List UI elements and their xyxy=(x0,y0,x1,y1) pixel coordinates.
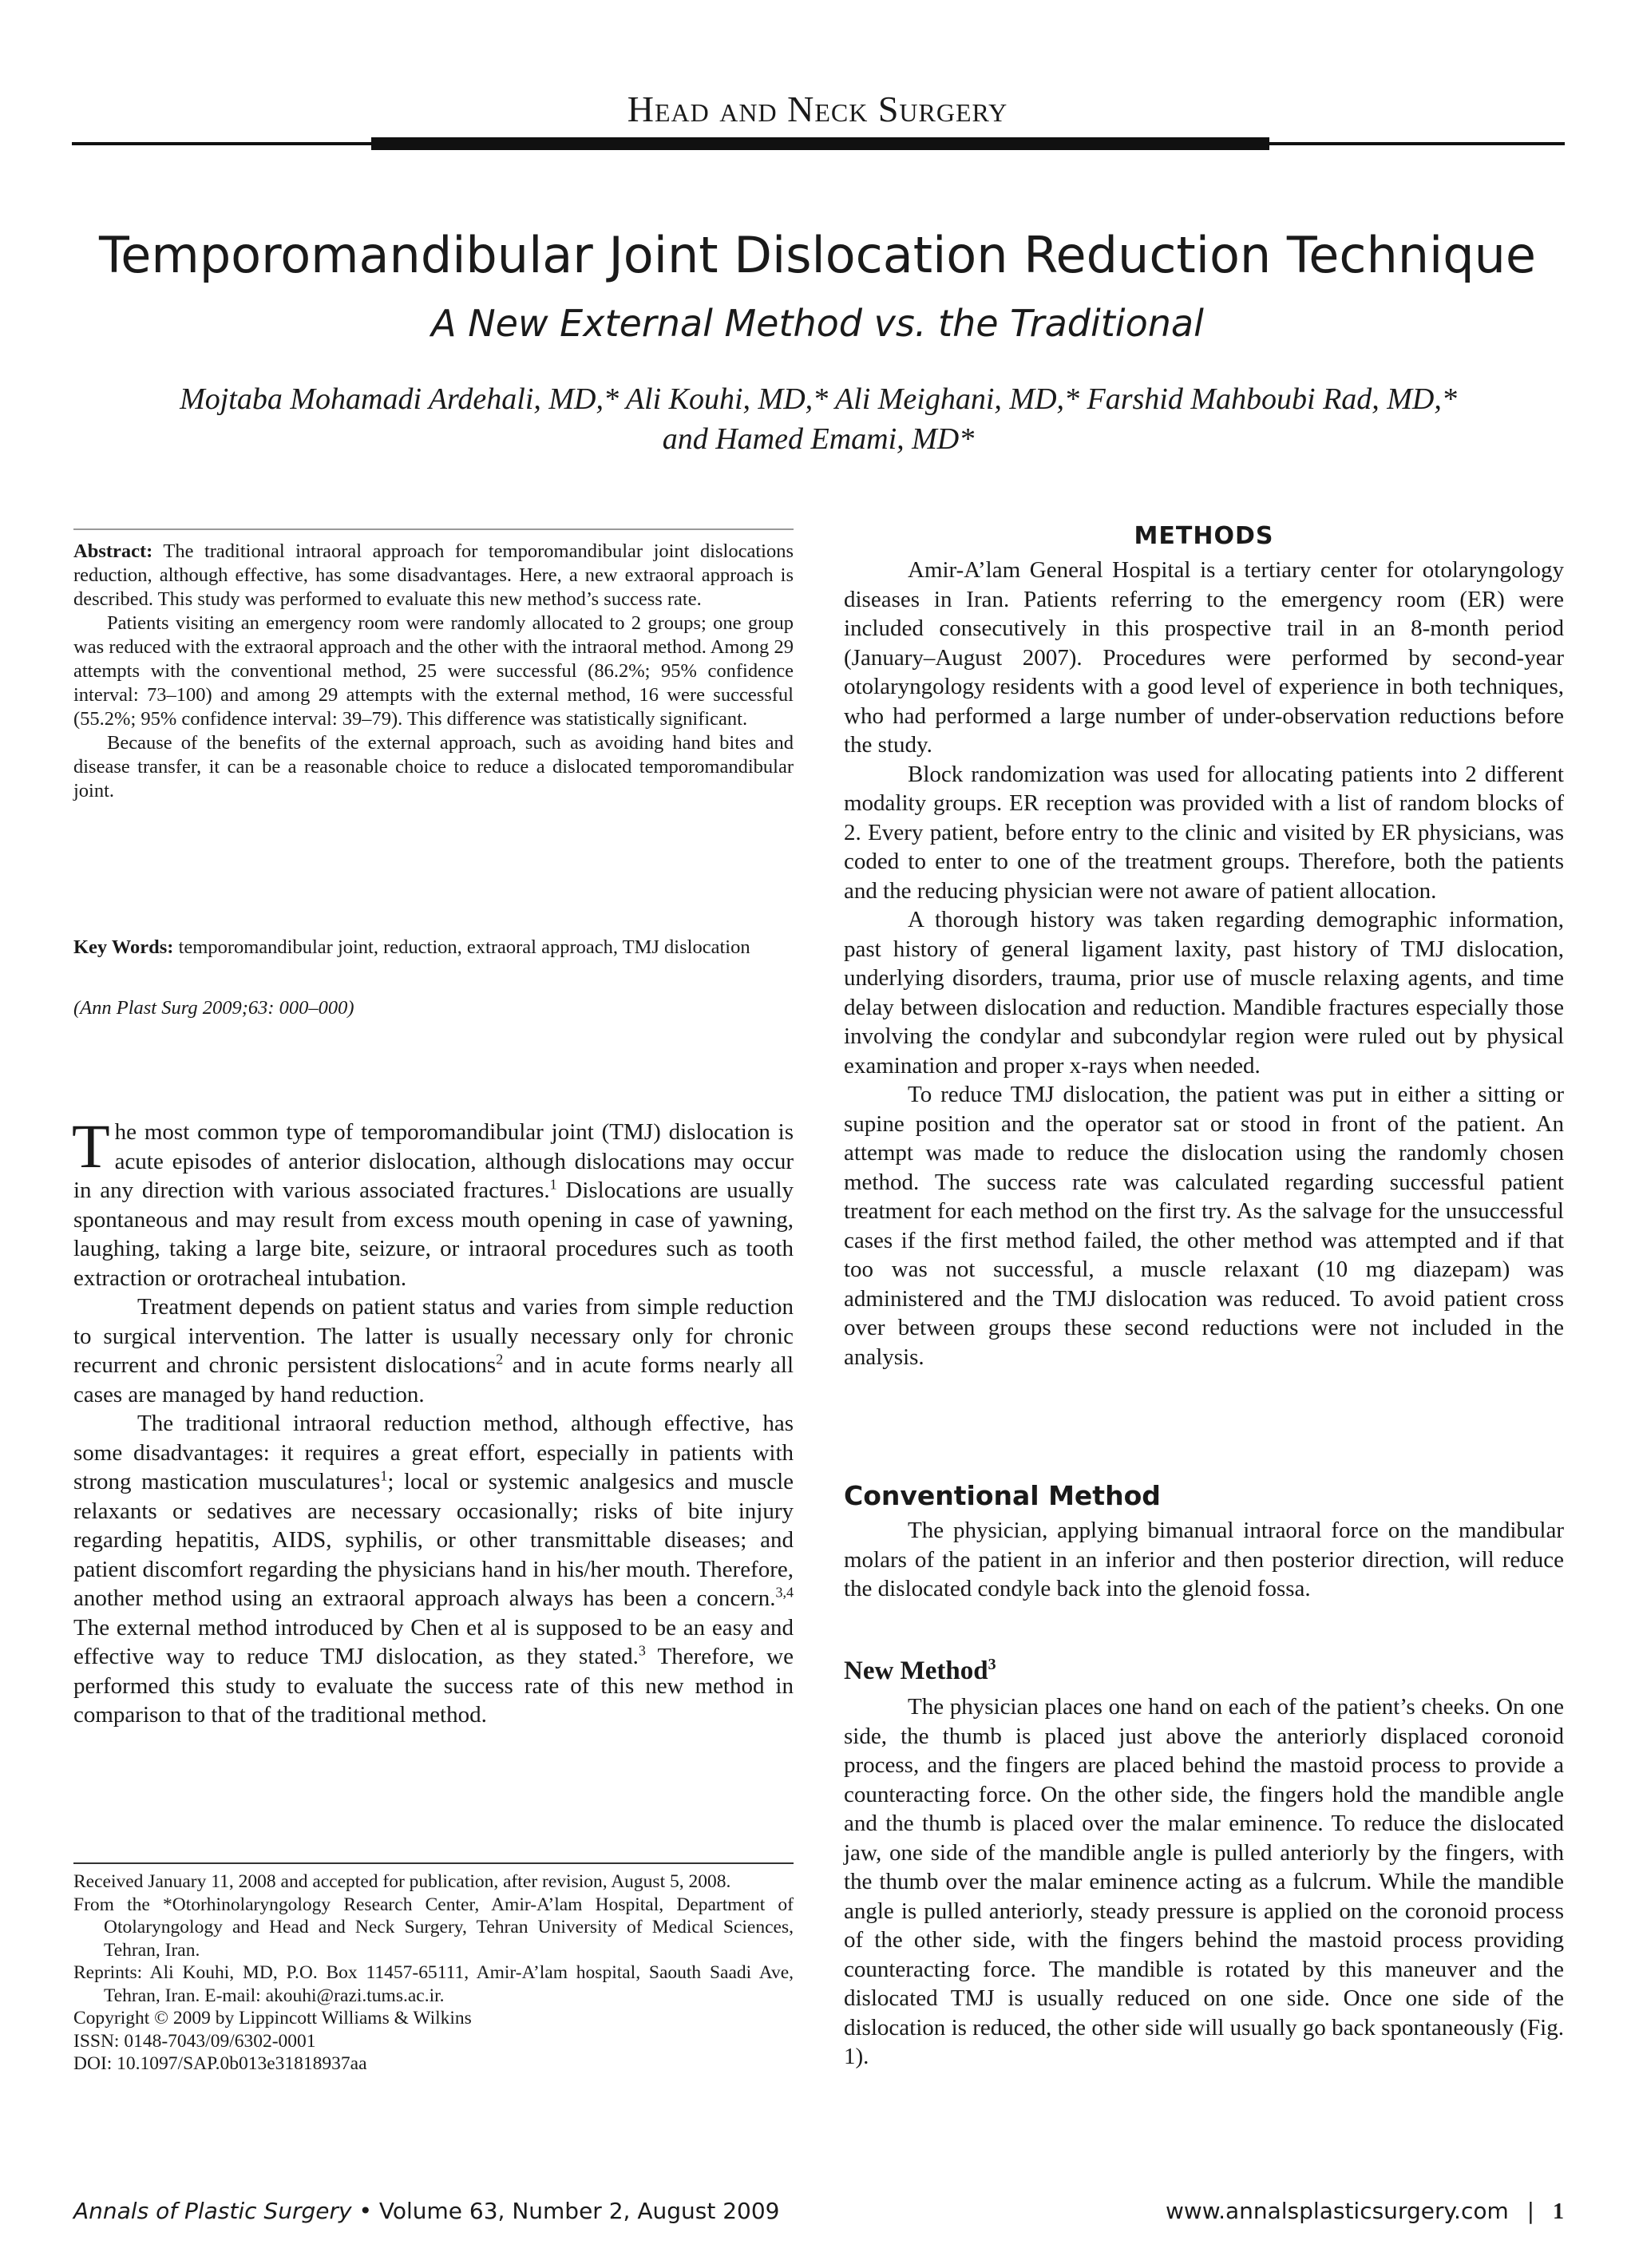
footnotes xyxy=(73,1870,794,2076)
footnote-doi[interactable]: DOI: 10.1097/SAP.0b013e31818937aa xyxy=(73,2053,367,2074)
footnote-reprints: Reprints: Ali Kouhi, MD, P.O. Box 11457-65111, Amir-A’lam hospital, Saouth Saadi Ave, Tehran, Iran. E-mail: akouhi@razi.tums.ac.ir. xyxy=(73,1962,794,2006)
citation: (Ann Plast Surg 2009;63: 000–000) xyxy=(73,997,354,1019)
abstract-text: The traditional intraoral approach for temporomandibular joint dislocations reduction, although effective, has some disadvantages. Here, a new extraoral approach is described. This study was performed to evaluate this new method’s success rate. xyxy=(73,540,794,610)
methods-section xyxy=(844,556,1564,1371)
page-number: 1 xyxy=(1553,2199,1564,2224)
authors-line-1: Mojtaba Mohamadi Ardehali, MD,* Ali Kouhi, MD,* Ali Meighani, MD,* Farshid Mahboubi Rad, MD,* xyxy=(180,382,1457,416)
keywords-text: temporomandibular joint, reduction, extraoral approach, TMJ dislocation xyxy=(178,936,750,958)
footer-journal-info xyxy=(73,2198,779,2224)
footer-bullet: • xyxy=(358,2198,372,2224)
article-subtitle: A New External Method vs. the Traditional xyxy=(431,302,1204,345)
drop-cap: T xyxy=(72,1111,110,1181)
footer-website-info xyxy=(1166,2198,1564,2225)
article-title: Temporomandibular Joint Dislocation Reduction Technique xyxy=(98,226,1537,284)
conventional-method-heading: Conventional Method xyxy=(844,1480,1161,1511)
keywords xyxy=(73,936,794,960)
reference-marker[interactable]: 2 xyxy=(496,1351,504,1368)
footnote-issn: ISSN: 0148-7043/09/6302-0001 xyxy=(73,2030,316,2052)
abstract xyxy=(73,540,794,803)
abstract-paragraph: Patients visiting an emergency room were randomly allocated to 2 groups; one group was reduced with the extraoral approach and the other with the intraoral method. Among 29 attempts with the conventional method, 25 were successful (86.2%; 95% confidence interval: 73–100) and among 29 attempts with the external method, 16 were successful (55.2%; 95% confidence interval: 39–79). This difference was statistically significant. xyxy=(73,612,794,730)
authors-line-2: and Hamed Emami, MD* xyxy=(662,422,975,456)
new-method-heading: New Method$^3$ xyxy=(844,1656,996,1685)
reference-marker[interactable]: 3 xyxy=(638,1642,646,1659)
methods-paragraph: A thorough history was taken regarding demographic information, past history of general ligament laxity, past history of TMJ dislocation, underlying disorders, trauma, prior use of muscle relaxing agents, and time delay between dislocation and reduction. Mandible fractures especially those involving the condylar and subcondylar region were ruled out by physical examination and proper x-rays when needed. xyxy=(844,907,1564,1079)
footnote-received: Received January 11, 2008 and accepted for publication, after revision, August 5, 2008. xyxy=(73,1871,731,1892)
methods-paragraph: Amir-A’lam General Hospital is a tertiary center for otolaryngology diseases in Iran. Patients referring to the emergency room (ER) were included consecutively in this prospective trail in an 8-month period (January–August 2007). Procedures were performed by second-year otolaryngology residents with a good level of experience in both techniques, who had performed a large number of under-observation reductions before the study. xyxy=(844,557,1564,758)
reference-marker[interactable]: 1 xyxy=(549,1176,557,1193)
footer-divider: | xyxy=(1526,2198,1535,2224)
journal-website-link[interactable]: www.annalsplasticsurgery.com xyxy=(1165,2198,1509,2224)
reference-marker[interactable]: 3 xyxy=(988,1656,996,1673)
conventional-paragraph: The physician, applying bimanual intraoral force on the mandibular molars of the patient in an inferior and then posterior direction, will reduce the dislocated condyle back into the glenoid fossa. xyxy=(844,1518,1564,1601)
new-method-paragraph: The physician places one hand on each of the patient’s cheeks. On one side, the thumb is placed just above the anteriorly displaced coronoid process, and the fingers are placed behind the mastoid process to provide a counteracting force. On the other side, the fingers hold the mandible angle and the thumb is placed over the malar eminence. To reduce the dislocated jaw, one side of the mandible angle is pulled anteriorly by the fingers, with the thumb over the malar eminence acting as a fulcrum. While the mandible angle is pulled anteriorly, steady pressure is applied on the coronoid process of the other side, with the fingers behind the mastoid process providing counteracting force. The mandible is rotated by this maneuver and the dislocated TMJ is usually reduced on one side. Once one side of the dislocation is reduced, the other side will usually go back spontaneously (Fig. 1). xyxy=(844,1694,1564,2069)
abstract-top-rule xyxy=(73,528,794,530)
footnote-affiliation: From the *Otorhinolaryngology Research Center, Amir-A’lam Hospital, Department of Otolaryngology and Head and Neck Surgery, Tehran University of Medical Sciences, Tehran, Iran. xyxy=(73,1894,794,1961)
methods-paragraph: Block randomization was used for allocating patients into 2 different modality groups. ER reception was provided with a list of random blocks of 2. Every patient, before entry to the clinic and visited by ER physicians, was coded to enter to one of the treatment groups. Therefore, both the patients and the reducing physician were not aware of patient allocation. xyxy=(844,761,1564,904)
introduction xyxy=(72,1111,794,1730)
intro-paragraph: The most common type of temporomandibular joint (TMJ) dislocation is acute episodes of anterior dislocation, although dislocations may occur in any direction with various associated fractures.$^1$ Dislocations are usually spontaneous and may result from excess mouth opening in case of yawning, laughing, taking a large bite, seizure, or intraoral procedures such as tooth extraction or orotracheal intubation. xyxy=(72,1111,794,1291)
reference-marker[interactable]: 1 xyxy=(380,1467,388,1484)
abstract-paragraph xyxy=(73,540,794,612)
methods-heading: METHODS xyxy=(1134,522,1274,550)
abstract-label: Abstract: xyxy=(73,540,153,562)
journal-name: Annals of Plastic Surgery xyxy=(73,2198,352,2224)
section-header: Head and Neck Surgery xyxy=(627,89,1008,129)
conventional-method-section xyxy=(844,1516,1564,1604)
intro-paragraph: Treatment depends on patient status and varies from simple reduction to surgical intervention. The latter is usually necessary only for chronic recurrent and chronic persistent dislocations$^2$ and in acute forms nearly all cases are managed by hand reduction. xyxy=(73,1294,794,1407)
abstract-paragraph: Because of the benefits of the external approach, such as avoiding hand bites and disease transfer, it can be a reasonable choice to reduce a dislocated temporomandibular joint. xyxy=(73,732,794,802)
issue-info: Volume 63, Number 2, August 2009 xyxy=(378,2198,780,2224)
intro-paragraph: The traditional intraoral reduction method, although effective, has some disadvantages: it requires a great effort, especially in patients with strong mastication musculatures$^1$; local or systemic analgesics and muscle relaxants or sedatives are necessary occasionally; risks of bite injury regarding hepatitis, AIDS, syphilis, or other transmittable diseases; and patient discomfort regarding the physicians hand in his/her mouth. Therefore, another method using an extraoral approach always has been a concern.$^{3,4}$ The external method introduced by Chen et al is supposed to be an easy and effective way to reduce TMJ dislocation, as they stated.$^3$ Therefore, we performed this study to evaluate the success rate of this new method in comparison to that of the traditional method. xyxy=(73,1411,794,1728)
reference-marker[interactable]: 3,4 xyxy=(775,1584,794,1601)
methods-paragraph: To reduce TMJ dislocation, the patient was put in either a sitting or supine position and the operator sat or stood in front of the patient. An attempt was made to reduce the dislocation using the randomly chosen method. The success rate was calculated regarding successful patient treatment for each method on the first try. As the salvage for the unsuccessful cases if the first method failed, the other method was attempted and if that too was not successful, a muscle relaxant (10 mg diazepam) was administered and the TMJ dislocation was reduced. To avoid patient cross over between groups these second reductions were not included in the analysis. xyxy=(844,1082,1564,1370)
header-rule-thick xyxy=(371,137,1269,150)
new-method-section xyxy=(844,1692,1564,2072)
footnote-rule xyxy=(73,1862,794,1864)
author-list xyxy=(112,379,1525,459)
footnote-copyright: Copyright © 2009 by Lippincott Williams & Wilkins xyxy=(73,2008,472,2029)
keywords-label: Key Words: xyxy=(73,936,174,958)
